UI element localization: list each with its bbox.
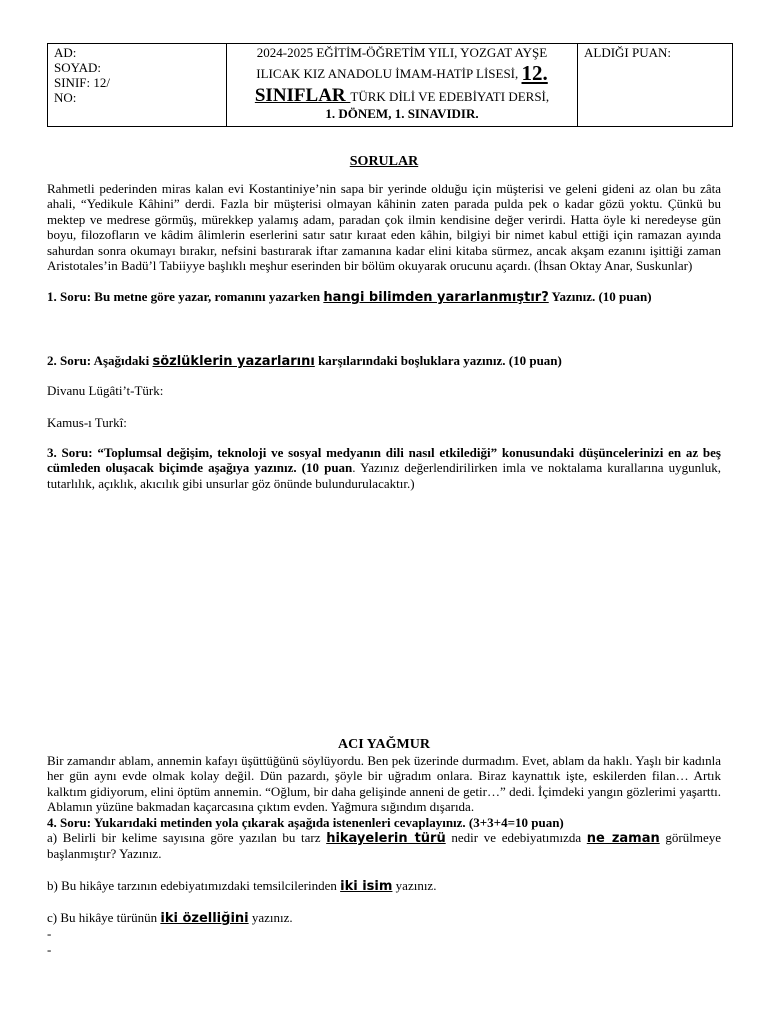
q4b-emphasis: iki isim bbox=[340, 879, 393, 894]
q4c-emphasis: iki özelliğini bbox=[160, 911, 249, 926]
q2-emphasis: sözlüklerin yazarlarını bbox=[152, 354, 315, 369]
score-label: ALDIĞI PUAN: bbox=[584, 45, 672, 60]
sorular-title: SORULAR bbox=[349, 154, 419, 169]
q1-text: 1. Soru: Bu metne göre yazar, romanını yazarken bbox=[47, 289, 324, 304]
question-1 bbox=[47, 289, 721, 305]
story-title: ACI YAĞMUR bbox=[338, 737, 430, 752]
q4a-mid: nedir ve edebiyatımızda bbox=[445, 830, 587, 845]
q4b-text: b) Bu hikâye tarzının edebiyatımızdaki temsilcilerinden bbox=[47, 878, 341, 893]
q4a-emphasis-2: ne zaman bbox=[586, 831, 660, 846]
q2-points: karşılarındaki boşluklara yazınız. (10 puan) bbox=[314, 353, 562, 368]
score-cell bbox=[578, 44, 733, 127]
q2-item-kamus: Kamus-ı Turkî: bbox=[47, 415, 127, 430]
surname-field: SOYAD: bbox=[54, 60, 101, 75]
q3-prompt: 3. Soru: “Toplumsal değişim, teknoloji ve sosyal medyanın dili nasıl etkilediği” konusundaki düşüncelerinizi en az beş cümleden oluşacak biçimde aşağıya yazınız. (10 puan bbox=[47, 445, 721, 476]
grade-number: 12. bbox=[521, 61, 548, 85]
q3-note: . Yazınız değerlendirilirken imla ve noktalama kurallarına uygunluk, tutarlılık, açıklık, akıcılık gibi unsurlar göz önünde bulundurulacaktır.) bbox=[47, 460, 722, 491]
number-field: NO: bbox=[54, 90, 77, 105]
q4c-text: c) Bu hikâye türünün bbox=[47, 910, 161, 925]
answer-dash-2: - bbox=[47, 942, 52, 957]
question-4-title: 4. Soru: Yukarıdaki metinden yola çıkarak aşağıda istenenleri cevaplayınız. (3+3+4=10 puan) bbox=[47, 815, 564, 830]
q1-emphasis: hangi bilimden yararlanmıştır? bbox=[323, 290, 549, 305]
exam-line-3 bbox=[233, 87, 571, 106]
q1-points: Yazınız. (10 puan) bbox=[548, 289, 652, 304]
school-name: ILICAK KIZ ANADOLU İMAM-HATİP LİSESİ, bbox=[256, 66, 522, 81]
exam-line-4: 1. DÖNEM, 1. SINAVIDIR. bbox=[325, 106, 479, 121]
q2-text: 2. Soru: Aşağıdaki bbox=[47, 353, 153, 368]
student-info-cell bbox=[48, 44, 227, 127]
q4a-emphasis-1: hikayelerin türü bbox=[326, 831, 446, 846]
exam-line-2 bbox=[233, 60, 571, 87]
q4c-end: yazınız. bbox=[248, 910, 293, 925]
grade-label: SINIFLAR bbox=[254, 85, 351, 106]
sorular-heading bbox=[47, 154, 721, 170]
question-4b bbox=[47, 878, 721, 894]
question-2 bbox=[47, 353, 721, 369]
passage-1: Rahmetli pederinden miras kalan evi Kostantiniye’nin sapa bir yerinde olduğu için müşterisi ve geleni gideni az olan bu zâta ahali, “Yedikule Kâhini” derdi. Fazla bir müşterisi olmayan kâhinin zaten parada pulda pek o kadar gözü yoktu. Çünkü bu mektep ve medrese görmüş, mürekkep yalamış adam, paradan çok ilmin kendisine değer verirdi. Hatta öyle ki neredeyse gün boyu, filozofların ve kâdim âlimlerin eserlerini satır satır kıraat eden kâhin, bilgiyi bir nimet kabul ettiği için ramazan ayında sahurdan sonra okumayı bırakır, nefsini bastırarak iftar zamanına kadar elini kitaba sürmez, ancak akşam ezanını işittiği zaman Aristotales’in Badü’l Tabiiyye başlıklı meşhur eserinden bir bölüm okuyarak orucunu açardı. (İhsan Oktay Anar, Suskunlar) bbox=[47, 181, 721, 274]
passage-2: Bir zamandır ablam, annemin kafayı üşüttüğünü söylüyordu. Ben pek üzerinde durmadım. Evet, ablam da haklı. Yaşlı bir kadınla her gün aynı evde olmak kolay değil. Dün pazardı, şöyle bir uğradım onlara. Biraz kaynattık işte, eskilerden filan… Artık kalktım gidiyorum, elini öptüm annemin. “Oğlum, bir daha gelişinde anneni de getir…” dedi. İçimdeki yangın gözlerimi yaşarttı. Ablamın yüzüne bakmadan kaçarcasına çıktım evden. Yağmura sığındım dışarıda. bbox=[47, 753, 721, 815]
course-name: TÜRK DİLİ VE EDEBİYATI DERSİ, bbox=[350, 89, 550, 104]
q4a-end: görülmeye başlanmıştır? Yazınız. bbox=[47, 830, 722, 862]
exam-line-1: 2024-2025 EĞİTİM-ÖĞRETİM YILI, YOZGAT AYŞE bbox=[256, 45, 548, 60]
class-field: SINIF: 12/ bbox=[54, 75, 110, 90]
question-4c bbox=[47, 910, 721, 926]
q4b-end: yazınız. bbox=[392, 878, 437, 893]
exam-page bbox=[47, 43, 722, 957]
question-3 bbox=[47, 445, 721, 491]
header-table bbox=[47, 43, 733, 127]
exam-info-cell bbox=[227, 44, 578, 127]
q2-item-divanu: Divanu Lügâti’t-Türk: bbox=[47, 383, 164, 398]
name-field: AD: bbox=[54, 45, 77, 60]
question-4a bbox=[47, 830, 721, 862]
q4a-text: a) Belirli bir kelime sayısına göre yazılan bu tarz bbox=[47, 830, 327, 845]
answer-dash-1: - bbox=[47, 926, 52, 941]
